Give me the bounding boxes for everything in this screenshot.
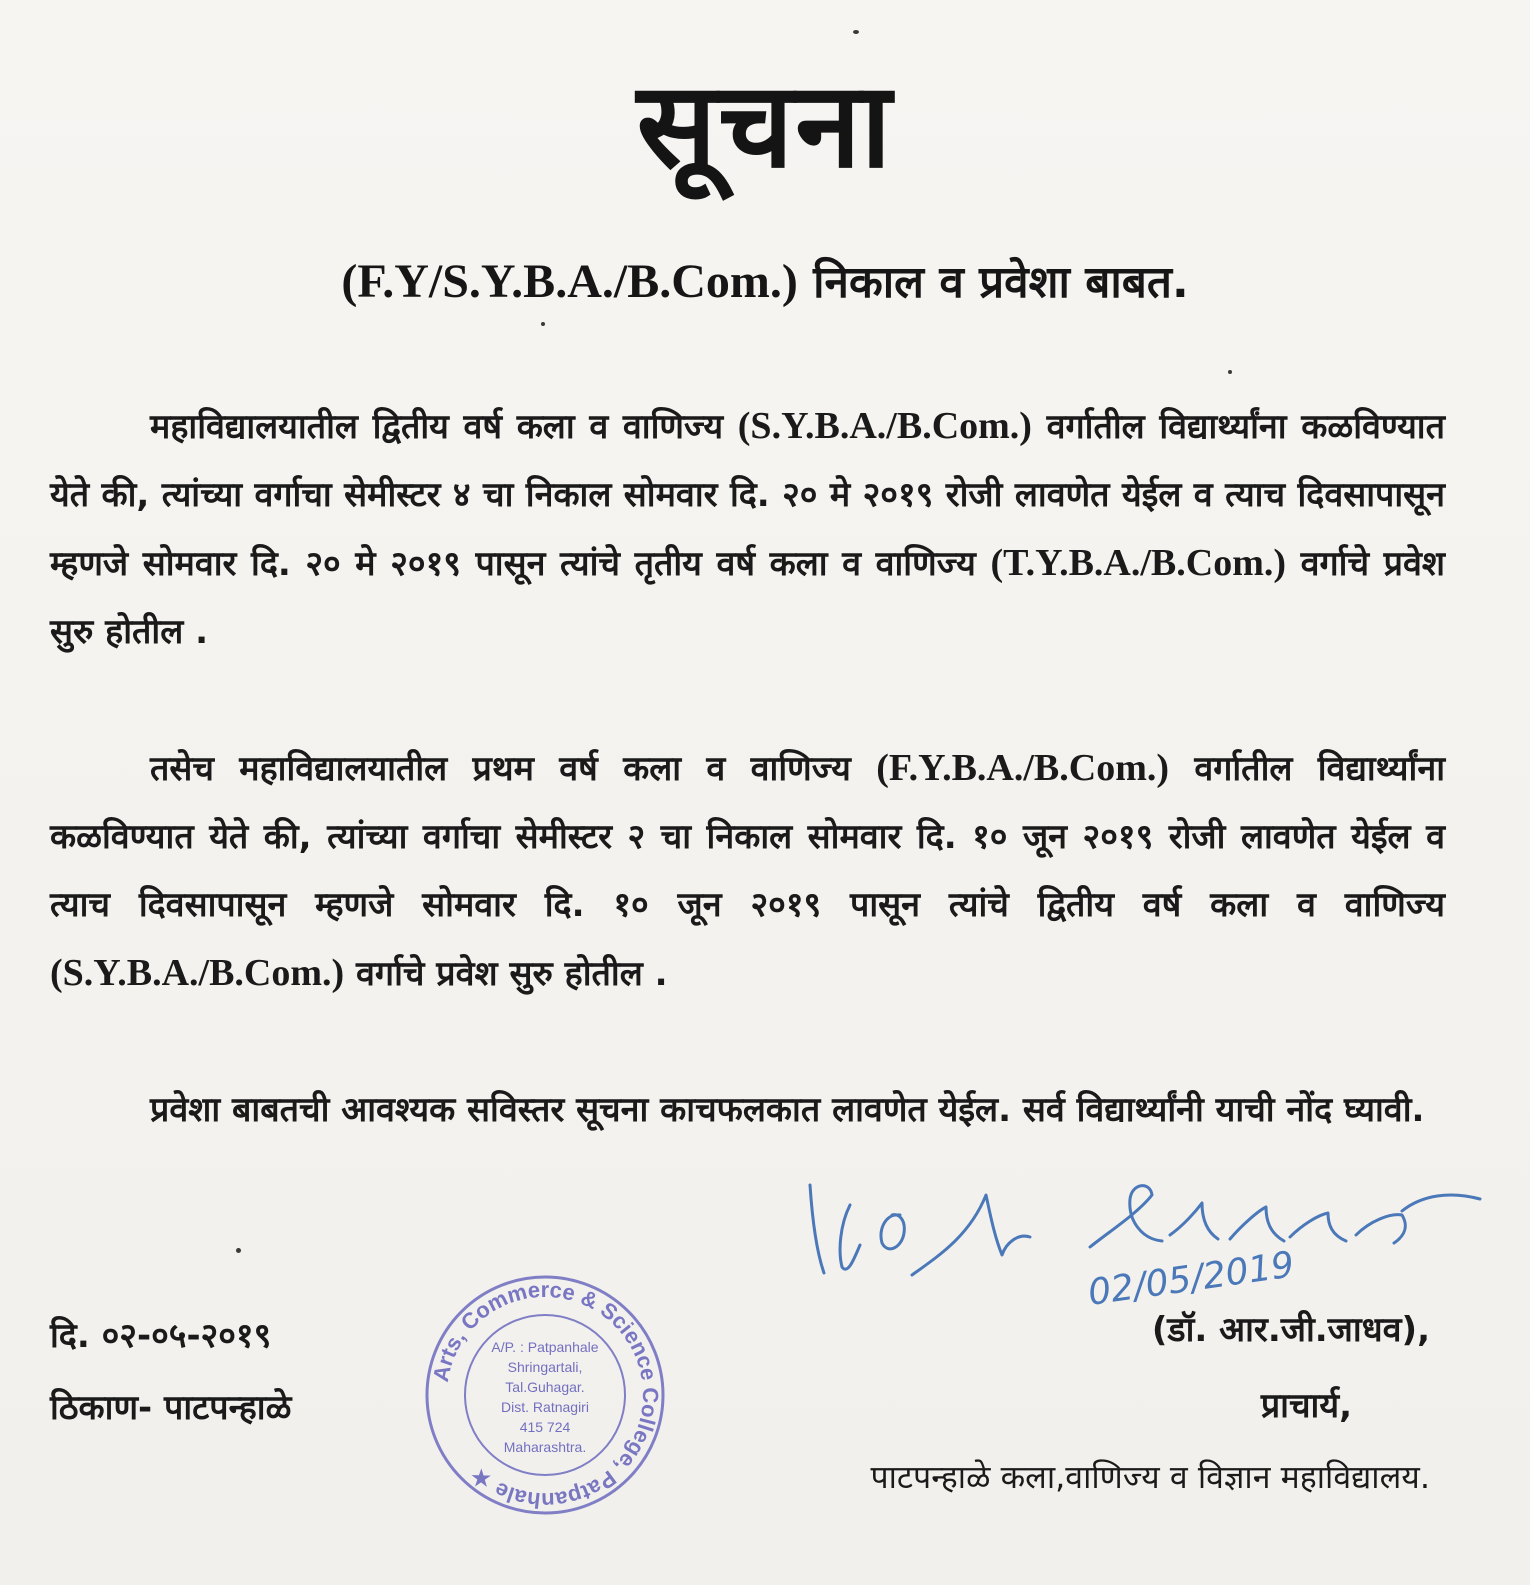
notice-subject — [0, 250, 1530, 310]
stamp-address-line: Shringartali, — [507, 1359, 583, 1375]
paragraph-text: वर्गाचे प्रवेश सुरु होतील . — [50, 544, 1445, 652]
signatory-role: प्राचार्य, — [1260, 1386, 1352, 1426]
college-stamp — [420, 1270, 670, 1520]
date-place-block — [50, 1300, 291, 1444]
signatory-name: (डॉ. आर.जी.जाधव), — [1151, 1310, 1430, 1350]
paragraph-admission-note — [50, 1076, 1445, 1144]
paper-speck — [541, 322, 545, 326]
paragraph-fy-result — [50, 734, 1445, 1008]
paper-speck — [236, 1248, 241, 1253]
stamp-address-line: A/P. : Patpanhale — [491, 1339, 599, 1355]
notice-place: ठिकाण- पाटपन्हाळे — [50, 1388, 292, 1428]
notice-title: सूचना — [636, 56, 894, 194]
stamp-address-line: Tal.Guhagar. — [505, 1379, 585, 1395]
stamp-address-line: Maharashtra. — [503, 1439, 587, 1455]
class-code: (F.Y.B.A./B.Com.) — [876, 747, 1170, 789]
class-code: (S.Y.B.A./B.Com.) — [737, 405, 1032, 447]
svg-text:Arts, Commerce & Science Colle — [428, 1277, 663, 1513]
paper-speck — [1228, 370, 1232, 374]
paragraph-text: तसेच महाविद्यालयातील प्रथम वर्ष कला व वाणिज्य — [150, 749, 877, 789]
paragraph-sy-result — [50, 392, 1445, 666]
stamp-address-line: 415 724 — [519, 1419, 571, 1435]
subject-classes: (F.Y/S.Y.B.A./B.Com.) — [341, 255, 798, 308]
notice-date: दि. ०२-०५-२०१९ — [50, 1316, 272, 1356]
paragraph-text: वर्गातील विद्यार्थ्यांना कळविण्यात येते की, त्यांच्या वर्गाचा सेमीस्टर २ चा निकाल सोमवार दि. १० जून २०१९ रोजी लावणेत येईल व त्याच दिवसापासून म्हणजे सोमवार दि. १० जून २०१९ पासून त्यांचे द्वितीय वर्ष कला व वाणिज्य — [50, 749, 1446, 925]
paper-speck — [853, 30, 859, 34]
class-code: (S.Y.B.A./B.Com.) — [50, 952, 345, 994]
class-code: (T.Y.B.A./B.Com.) — [990, 542, 1287, 584]
signature-image — [790, 1155, 1510, 1325]
signature-date: 02/05/2019 — [1085, 1244, 1297, 1314]
paragraph-text: प्रवेशा बाबतची आवश्यक सविस्तर सूचना काचफलकात लावणेत येईल. सर्व विद्यार्थ्यांनी याची नोंद घ्यावी. — [150, 1090, 1425, 1130]
paragraph-text: वर्गातील विद्यार्थ्यांना कळविण्यात येते की, त्यांच्या वर्गाचा सेमीस्टर ४ चा निकाल सोमवार दि. २० मे २०१९ रोजी लावणेत येईल व त्याच दिवसापासून म्हणजे सोमवार दि. २० मे २०१९ पासून त्यांचे तृतीय वर्ष कला व वाणिज्य — [50, 407, 1445, 584]
subject-text: निकाल व प्रवेशा बाबत. — [797, 257, 1189, 308]
stamp-address-line: Dist. Ratnagiri — [501, 1399, 589, 1415]
stamp-ring-text: Arts, Commerce & Science College, Patpanhale ★ — [427, 1276, 664, 1514]
college-name: पाटपन्हाळे कला,वाणिज्य व विज्ञान महाविद्यालय. — [870, 1458, 1430, 1496]
paragraph-text: वर्गाचे प्रवेश सुरु होतील . — [344, 954, 668, 994]
paragraph-text: महाविद्यालयातील द्वितीय वर्ष कला व वाणिज्य — [150, 407, 738, 447]
